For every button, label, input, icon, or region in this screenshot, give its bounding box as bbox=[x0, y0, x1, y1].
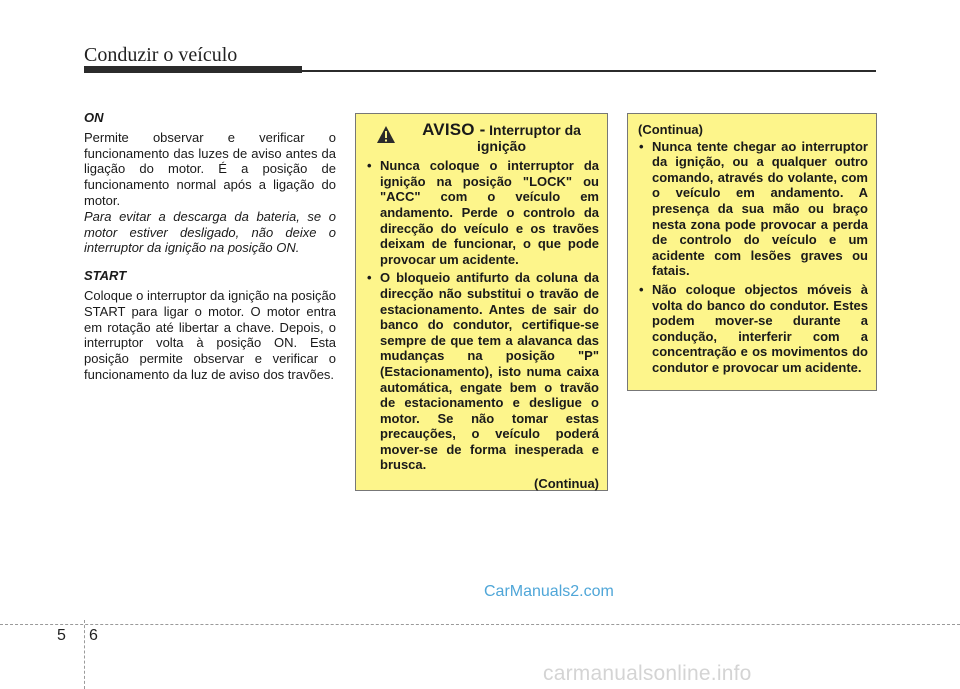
warning-subtitle-line2: ignição bbox=[476, 137, 526, 154]
bottom-watermark: carmanualsonline.info bbox=[543, 662, 752, 685]
warning-list bbox=[364, 158, 599, 473]
start-heading: START bbox=[84, 268, 127, 284]
warning-triangle-icon bbox=[376, 125, 396, 145]
on-note: Para evitar a descarga da bateria, se o motor estiver desligado, não deixe o interruptor da ignição na posição ON. bbox=[84, 208, 336, 256]
warning-header bbox=[364, 122, 599, 154]
warning-list bbox=[636, 139, 868, 376]
continued-label: (Continua) bbox=[638, 122, 703, 137]
list-item: • Não coloque objectos móveis à volta do banco do condutor. Estes podem mover-se durante a condução, interferir com a concentração e os movimentos do condutor e provocar um acidente. bbox=[636, 282, 868, 376]
header-rule bbox=[302, 70, 876, 72]
warning-title: AVISO - bbox=[422, 120, 486, 139]
left-column bbox=[84, 110, 336, 383]
page-title: Conduzir o veículo bbox=[84, 44, 238, 66]
warning-subtitle: Interruptor da bbox=[489, 122, 581, 138]
header-bar bbox=[84, 66, 302, 73]
warning-title-block bbox=[404, 122, 599, 154]
warning-box-ignition bbox=[355, 113, 608, 491]
list-item: • Nunca coloque o interruptor da ignição na posição "LOCK" ou "ACC" com o veículo em andamento. Perde o controlo da direcção do veículo e os travões deixam de funcionar, o que pode provocar um acidente. bbox=[364, 158, 599, 267]
page-number: 6 bbox=[89, 627, 98, 644]
continued-label: (Continua) bbox=[534, 476, 599, 492]
warning-box-continued bbox=[627, 113, 877, 391]
section-number: 5 bbox=[57, 627, 66, 644]
start-text: Coloque o interruptor da ignição na posição START para ligar o motor. O motor entra em rotação até libertar a chave. Depois, o interruptor volta à posição ON. Esta posição permite observar e verificar o funcionamento da luz de aviso dos travões. bbox=[84, 287, 336, 382]
on-heading: ON bbox=[84, 110, 104, 125]
watermark-link[interactable]: CarManuals2.com bbox=[484, 583, 614, 600]
list-item: • Nunca tente chegar ao interruptor da ignição, ou a qualquer outro comando, através do volante, com o veículo em andamento. A presença da sua mão ou braço nesta zona pode provocar a perda de controlo do veículo e um acidente com lesões graves ou fatais. bbox=[636, 139, 868, 279]
footer-divider bbox=[84, 620, 85, 689]
list-item: • O bloqueio antifurto da coluna da direcção não substitui o travão de estacionamento. Antes de sair do banco do condutor, certifique-se sempre de que tem a alavanca das mudanças na posição "P" (Estacionamento), isto numa caixa automática, engate bem o travão de estacionamento e desligue o motor. Se não tomar estas precauções, o veículo poderá mover-se de forma inesperada e brusca. bbox=[364, 270, 599, 473]
on-text: Permite observar e verificar o funcionamento das luzes de aviso antes da ligação do motor. É a posição de funcionamento normal após a ligação do motor. bbox=[84, 129, 336, 208]
spacer bbox=[84, 256, 336, 268]
footer-rule bbox=[0, 624, 960, 625]
